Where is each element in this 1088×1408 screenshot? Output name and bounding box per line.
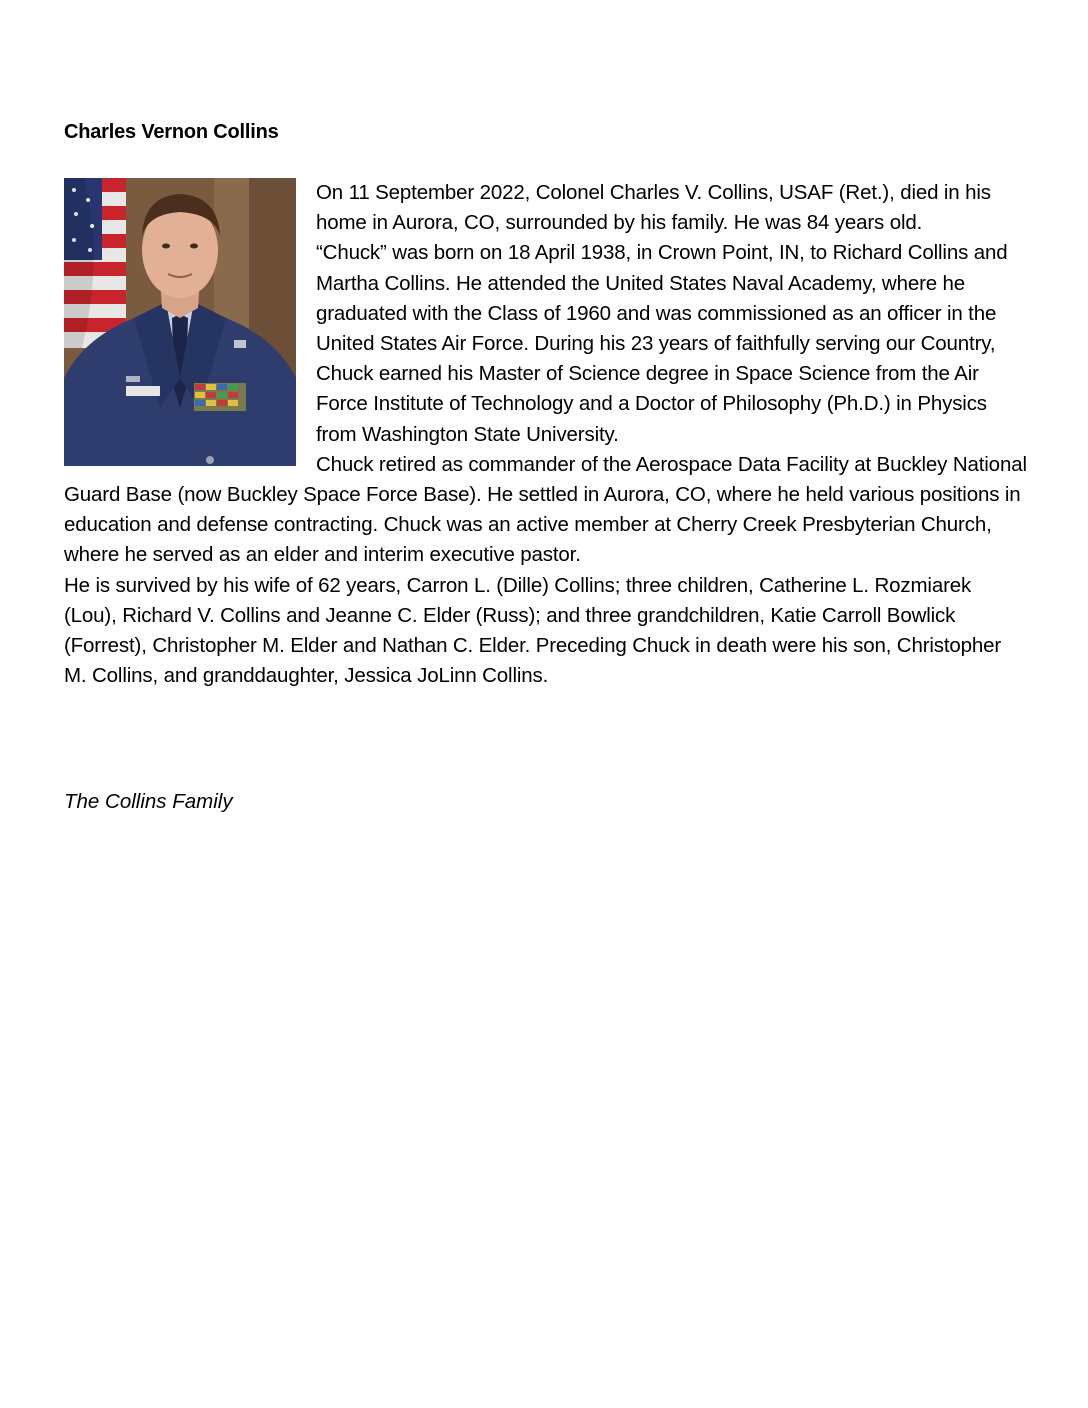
ribbon-rack [194, 383, 246, 411]
page-title: Charles Vernon Collins [64, 121, 279, 143]
flag-icon [64, 178, 126, 348]
paragraph-1: On 11 September 2022, Colonel Charles V. Collins, USAF (Ret.), died in his home in Aurora, CO, surrounded by his family. He was 84 years old. [316, 181, 991, 235]
paragraph-2: “Chuck” was born on 18 April 1938, in Crown Point, IN, to Richard Collins and Martha Collins. He attended the United States Naval Academy, where he graduated with the Class of 1960 and was commissioned as an officer in the United States Air Force. During his 23 years of faithfully serving our Country, Chuck earned his Master of Science degree in Space Science from the Air Force Institute of Technology and a Doctor of Philosophy (Ph.D.) in Physics from Washington State University. [316, 241, 1008, 446]
obituary-body [64, 178, 1028, 691]
signature: The Collins Family [64, 790, 233, 813]
portrait-photo [64, 178, 296, 466]
paragraph-3: Chuck retired as commander of the Aerospace Data Facility at Buckley National Guard Base (now Buckley Space Force Base). He settled in Aurora, CO, where he held various positions in education and defense contracting. Chuck was an active member at Cherry Creek Presbyterian Church, where he served as an elder and interim executive pastor. [64, 452, 1027, 567]
paragraph-4: He is survived by his wife of 62 years, Carron L. (Dille) Collins; three children, Catherine L. Rozmiarek (Lou), Richard V. Collins and Jeanne C. Elder (Russ); and three grandchildren, Katie Carroll Bowlick (Forrest), Christopher M. Elder and Nathan C. Elder. Preceding Chuck in death were his son, Christopher M. Collins, and granddaughter, Jessica JoLinn Collins. [64, 573, 1002, 688]
